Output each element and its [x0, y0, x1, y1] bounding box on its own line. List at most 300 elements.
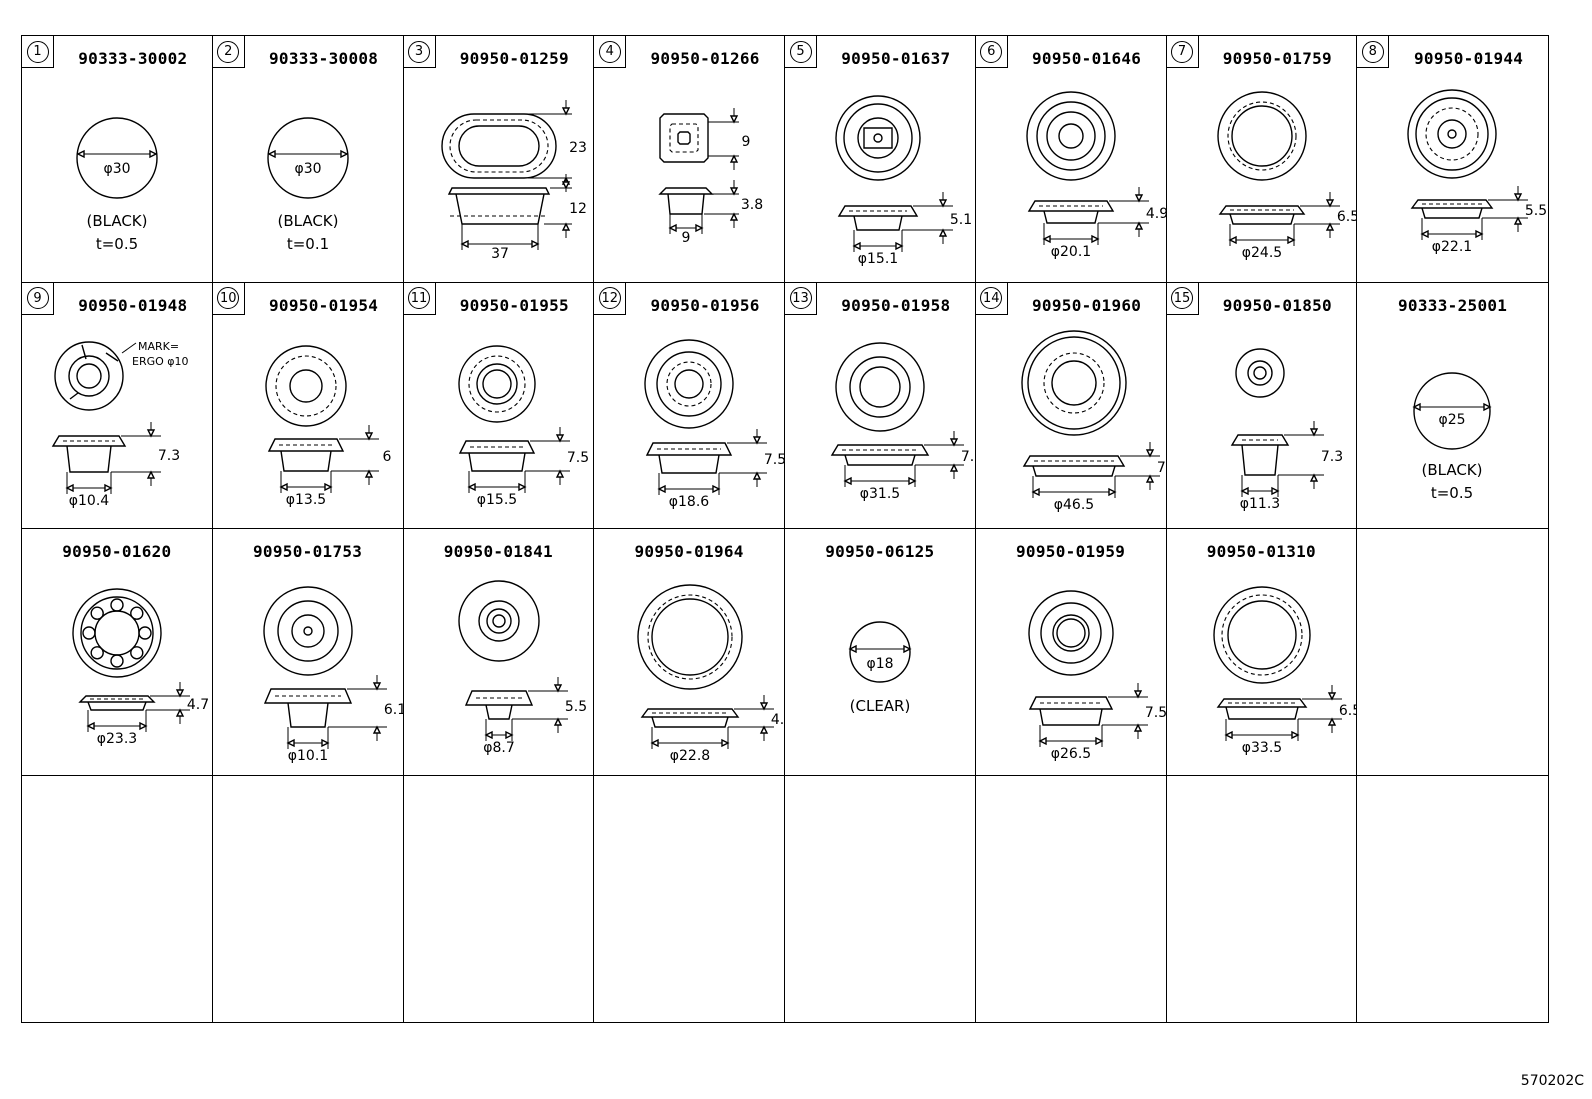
body	[486, 705, 512, 719]
body	[1226, 707, 1298, 719]
center-tab	[864, 128, 892, 148]
part-number: 90950-01266	[650, 49, 760, 68]
part-number: 90950-01964	[634, 542, 744, 561]
dimension-label: 6	[382, 448, 392, 465]
ring	[264, 587, 352, 675]
dimension-label: φ24.5	[1241, 245, 1282, 261]
dimension-label: (BLACK)	[277, 212, 339, 230]
arrowhead	[713, 486, 719, 492]
item-number: 4	[599, 41, 621, 63]
tooth	[83, 627, 95, 639]
empty-cell	[404, 776, 595, 1023]
part-drawing	[22, 529, 212, 775]
part-drawing	[1167, 529, 1361, 775]
dimension-label: φ46.5	[1053, 496, 1094, 513]
ring	[667, 362, 711, 406]
part-drawing	[213, 283, 403, 529]
dimension-label: (BLACK)	[1421, 460, 1483, 479]
arrowhead	[659, 486, 665, 492]
ring	[69, 356, 109, 396]
part-cell	[594, 529, 794, 776]
arrowhead	[341, 151, 347, 157]
dimension-label: 7.5	[960, 448, 984, 465]
ring	[1022, 331, 1126, 435]
dimension-label: (CLEAR)	[849, 697, 911, 715]
item-number: 9	[27, 287, 49, 309]
ring	[493, 615, 505, 627]
disc	[268, 118, 348, 198]
part-drawing	[1167, 36, 1357, 282]
square-outline	[660, 114, 708, 162]
arrowhead	[761, 727, 767, 733]
part-number: 90333-25001	[1397, 295, 1508, 315]
body	[1033, 466, 1115, 476]
arrowhead	[731, 188, 737, 194]
ring	[81, 597, 153, 669]
arrowhead	[322, 740, 328, 746]
disc	[1414, 373, 1490, 449]
ring	[1027, 92, 1115, 180]
arrowhead	[88, 723, 94, 729]
tooth	[91, 647, 103, 659]
part-cell	[594, 36, 785, 283]
empty-cell	[1167, 776, 1358, 1023]
part-number: 90950-01646	[1031, 49, 1142, 68]
ring	[266, 346, 346, 426]
square-hole	[678, 132, 690, 144]
arrowhead	[288, 740, 294, 746]
item-number: 3	[408, 41, 430, 63]
ring	[836, 96, 920, 180]
arrowhead	[557, 471, 563, 477]
parts-grid	[21, 35, 1549, 1023]
part-cell	[213, 529, 404, 776]
arrowhead	[951, 465, 957, 471]
ring	[1218, 92, 1306, 180]
ring	[1052, 361, 1096, 405]
body	[659, 455, 719, 473]
body	[1040, 709, 1102, 725]
item-number: 12	[599, 287, 621, 309]
part-number: 90950-06125	[825, 542, 935, 561]
dimension-label: φ31.5	[859, 485, 901, 502]
part-drawing	[594, 36, 784, 282]
arrowhead	[1136, 223, 1142, 229]
arrowhead	[366, 471, 372, 477]
center-hole	[874, 134, 882, 142]
dimension-label: 7.3	[1320, 448, 1343, 465]
arrowhead	[909, 478, 915, 484]
part-cell	[22, 529, 213, 776]
ring	[645, 340, 733, 428]
ring	[459, 346, 535, 422]
dimension-label: φ15.5	[476, 491, 517, 508]
part-drawing	[594, 283, 787, 529]
arrowhead	[325, 484, 331, 490]
ring	[1232, 106, 1292, 166]
ring	[638, 585, 742, 689]
dimension-label: φ22.1	[1432, 239, 1473, 255]
flange	[1024, 456, 1124, 466]
arrowhead	[1476, 231, 1482, 237]
dimension-label: 7.5	[1144, 705, 1167, 721]
ring	[1041, 603, 1101, 663]
part-drawing	[976, 283, 1179, 529]
part-number: 90950-01944	[1413, 49, 1524, 68]
ring	[483, 370, 511, 398]
part-drawing	[785, 36, 975, 282]
body	[288, 703, 328, 727]
ring	[55, 342, 123, 410]
arrowhead	[1242, 488, 1248, 494]
arrowhead	[854, 243, 860, 249]
arrowhead	[1272, 488, 1278, 494]
ring	[1057, 619, 1085, 647]
dimension-label: φ10.4	[68, 492, 110, 509]
arrowhead	[532, 241, 538, 247]
part-cell	[785, 529, 976, 776]
dimension-label: 23	[568, 140, 587, 156]
arrowhead	[1092, 236, 1098, 242]
ring	[844, 104, 912, 172]
dimension-label: φ15.1	[857, 251, 899, 267]
dimension-label: φ33.5	[1241, 740, 1282, 756]
oval-hole	[459, 126, 539, 166]
part-drawing	[1357, 36, 1547, 282]
leader-line	[122, 343, 136, 353]
item-number: 6	[980, 41, 1002, 63]
part-number: 90950-01959	[1015, 542, 1126, 561]
arrowhead	[67, 485, 73, 491]
dimension-label: 6.5	[1336, 209, 1359, 225]
arrowhead	[1515, 218, 1521, 224]
arrowhead	[105, 485, 111, 491]
ring	[836, 343, 924, 431]
body	[854, 216, 902, 230]
item-number: 7	[1171, 41, 1193, 63]
part-drawing	[213, 529, 406, 775]
arrowhead	[754, 473, 760, 479]
part-number: 90333-30002	[78, 49, 188, 68]
arrowhead	[563, 108, 569, 114]
dimension-label: φ20.1	[1050, 244, 1091, 260]
arrowhead	[1040, 738, 1046, 744]
part-number: 90950-01841	[443, 542, 553, 561]
dimension-label: t=0.5	[95, 235, 139, 253]
extension-line	[704, 194, 739, 214]
arrowhead	[731, 156, 737, 162]
arrowhead	[1311, 429, 1317, 435]
part-drawing	[1167, 283, 1357, 529]
flange	[449, 188, 549, 194]
item-number: 5	[790, 41, 812, 63]
part-cell	[1167, 36, 1358, 283]
arrowhead	[731, 214, 737, 220]
dimension-label: φ8.7	[482, 740, 515, 756]
ring	[1236, 349, 1284, 397]
arrowhead	[652, 740, 658, 746]
ring	[292, 615, 324, 647]
part-cell	[594, 283, 785, 530]
body	[88, 702, 146, 710]
tooth	[139, 627, 151, 639]
dimension-label: φ25	[1438, 411, 1466, 428]
ring	[675, 370, 703, 398]
empty-cell	[1357, 776, 1548, 1023]
part-number: 90333-30008	[268, 49, 379, 68]
body	[1422, 208, 1482, 218]
part-cell	[785, 283, 984, 530]
part-cell	[213, 36, 404, 283]
part-cell	[404, 529, 595, 776]
arrowhead	[1292, 732, 1298, 738]
arrowhead	[148, 472, 154, 478]
arrowhead	[150, 151, 156, 157]
arrowhead	[1327, 224, 1333, 230]
dimension-label: φ30	[103, 161, 131, 177]
arrowhead	[722, 740, 728, 746]
arrowhead	[1288, 237, 1294, 243]
ring	[1047, 112, 1095, 160]
body	[668, 194, 704, 214]
arrowhead	[1422, 231, 1428, 237]
body	[1242, 445, 1278, 475]
arrowhead	[374, 727, 380, 733]
ring	[648, 595, 732, 679]
part-cell	[213, 283, 404, 530]
arrowhead	[1109, 489, 1115, 495]
part-number: 90950-01259	[459, 49, 569, 68]
arrowhead	[1096, 738, 1102, 744]
ring	[290, 370, 322, 402]
arrowhead	[506, 732, 512, 738]
arrowhead	[1135, 691, 1141, 697]
arrowhead	[1311, 475, 1317, 481]
part-drawing	[404, 283, 594, 529]
item-number: 2	[217, 41, 239, 63]
arrowhead	[951, 439, 957, 445]
ring	[304, 627, 312, 635]
dimension-label: φ30	[294, 161, 322, 177]
tooth	[131, 647, 143, 659]
part-drawing	[976, 529, 1166, 775]
part-drawing	[594, 529, 794, 775]
part-number: 90950-01310	[1206, 542, 1316, 561]
arrowhead	[731, 116, 737, 122]
part-cell	[1167, 529, 1361, 776]
arrowhead	[696, 225, 702, 231]
empty-cell	[785, 776, 976, 1023]
arrowhead	[1147, 450, 1153, 456]
dimension-label: 37	[490, 246, 509, 262]
dimension-label: φ11.3	[1239, 495, 1280, 512]
dimension-label: φ22.8	[670, 748, 711, 764]
disc	[77, 118, 157, 198]
dimension-label: φ26.5	[1050, 746, 1091, 762]
arrowhead	[1033, 489, 1039, 495]
arrowhead	[1327, 200, 1333, 206]
arrowhead	[563, 182, 569, 188]
part-drawing	[404, 36, 594, 282]
part-cell	[1167, 283, 1358, 530]
dimension-label: φ18	[866, 656, 894, 672]
dimension-label: t=0.1	[286, 235, 329, 253]
dimension-label: 5.5	[1525, 203, 1548, 219]
ring	[1426, 108, 1478, 160]
arrowhead	[140, 723, 146, 729]
arrowhead	[1230, 237, 1236, 243]
body	[281, 451, 331, 471]
arrowhead	[374, 683, 380, 689]
arrowhead	[761, 703, 767, 709]
oval-dashed	[450, 120, 548, 172]
dimension-label: 6.5	[1338, 703, 1361, 719]
ring	[850, 357, 910, 417]
sheet-code: 570202C	[1520, 1073, 1584, 1089]
part-number: 90950-01960	[1031, 295, 1142, 315]
empty-cell	[976, 776, 1167, 1023]
arrowhead	[896, 243, 902, 249]
arrowhead	[1135, 725, 1141, 731]
square-dashed	[670, 124, 698, 152]
arrowhead	[177, 710, 183, 716]
part-cell	[976, 36, 1167, 283]
part-number: 90950-01753	[252, 542, 363, 561]
tooth	[91, 607, 103, 619]
dimension-label: 7.5	[566, 449, 589, 466]
arrowhead	[269, 151, 275, 157]
part-cell	[404, 283, 595, 530]
extension-line	[708, 122, 739, 156]
ring	[73, 589, 161, 677]
ring	[1438, 120, 1466, 148]
dimension-label: 7.5	[764, 451, 787, 468]
ring	[1044, 353, 1104, 413]
ring	[1228, 102, 1296, 170]
arrowhead	[563, 224, 569, 230]
ring	[1416, 98, 1488, 170]
part-drawing	[404, 529, 594, 775]
part-cell	[785, 36, 976, 283]
dimension-label: 5.1	[949, 212, 973, 228]
flange	[660, 188, 712, 194]
item-number: 8	[1362, 41, 1384, 63]
part-cell	[1357, 36, 1548, 283]
arrowhead	[1044, 236, 1050, 242]
empty-cell	[1357, 529, 1548, 776]
arrowhead	[555, 685, 561, 691]
part-number: 90950-01955	[459, 295, 569, 315]
part-number: 90950-01954	[268, 295, 379, 315]
ring	[1059, 124, 1083, 148]
dimension-label: 12	[568, 201, 587, 217]
dimension-label: 4.7	[186, 697, 210, 713]
arrowhead	[78, 151, 84, 157]
item-number: 10	[217, 287, 239, 309]
empty-cell	[213, 776, 404, 1023]
body	[67, 446, 111, 472]
ring	[1408, 90, 1496, 178]
item-number: 1	[27, 41, 49, 63]
dimension-label: 9	[681, 230, 691, 246]
arrowhead	[670, 225, 676, 231]
ring	[1448, 130, 1456, 138]
ring	[1248, 361, 1272, 385]
arrowhead	[1136, 195, 1142, 201]
arrowhead	[1329, 693, 1335, 699]
part-number: 90950-01620	[62, 542, 172, 561]
arrowhead	[177, 690, 183, 696]
arrowhead	[754, 437, 760, 443]
dimension-label: ERGO φ10	[132, 354, 189, 368]
part-cell	[976, 529, 1167, 776]
body	[845, 455, 915, 465]
dimension-label: 7.3	[157, 447, 181, 464]
empty-cell	[594, 776, 785, 1023]
arrowhead	[366, 433, 372, 439]
ring	[1222, 595, 1302, 675]
ring	[479, 601, 519, 641]
dimension-label: φ13.5	[285, 491, 326, 508]
arrowhead	[519, 484, 525, 490]
part-cell	[1357, 283, 1548, 530]
part-drawing	[22, 36, 212, 282]
part-number: 90950-01956	[650, 295, 760, 315]
ring	[77, 364, 101, 388]
body	[469, 453, 525, 471]
body	[1230, 214, 1294, 224]
ring	[1228, 601, 1296, 669]
ring	[278, 601, 338, 661]
arrowhead	[1147, 476, 1153, 482]
ring	[1254, 367, 1266, 379]
part-cell	[22, 36, 213, 283]
ring	[276, 356, 336, 416]
ring	[459, 581, 539, 661]
item-number: 14	[980, 287, 1002, 309]
body	[652, 717, 728, 727]
item-number: 15	[1171, 287, 1193, 309]
arrowhead	[486, 732, 492, 738]
dimension-label: MARK=	[138, 339, 180, 353]
part-drawing	[22, 283, 212, 529]
part-number: 90950-01850	[1222, 295, 1332, 315]
body	[1044, 211, 1098, 223]
part-drawing	[976, 36, 1166, 282]
ring	[487, 609, 511, 633]
dimension-label: 3.8	[741, 197, 764, 213]
part-drawing	[213, 36, 403, 282]
arrowhead	[148, 430, 154, 436]
ring	[652, 599, 728, 675]
part-number: 90950-01948	[78, 295, 188, 315]
part-cell	[22, 283, 213, 530]
arrowhead	[940, 200, 946, 206]
part-drawing	[785, 283, 984, 529]
part-drawing	[785, 529, 975, 775]
dimension-label: 4.9	[1145, 206, 1168, 222]
arrowhead	[1515, 194, 1521, 200]
ring	[1028, 337, 1120, 429]
dimension-label: φ18.6	[669, 493, 710, 510]
arrowhead	[940, 230, 946, 236]
dimension-label: 9	[741, 134, 751, 150]
tooth	[131, 607, 143, 619]
empty-cell	[22, 776, 213, 1023]
body	[456, 194, 544, 224]
part-drawing	[1357, 283, 1547, 529]
arrowhead	[469, 484, 475, 490]
